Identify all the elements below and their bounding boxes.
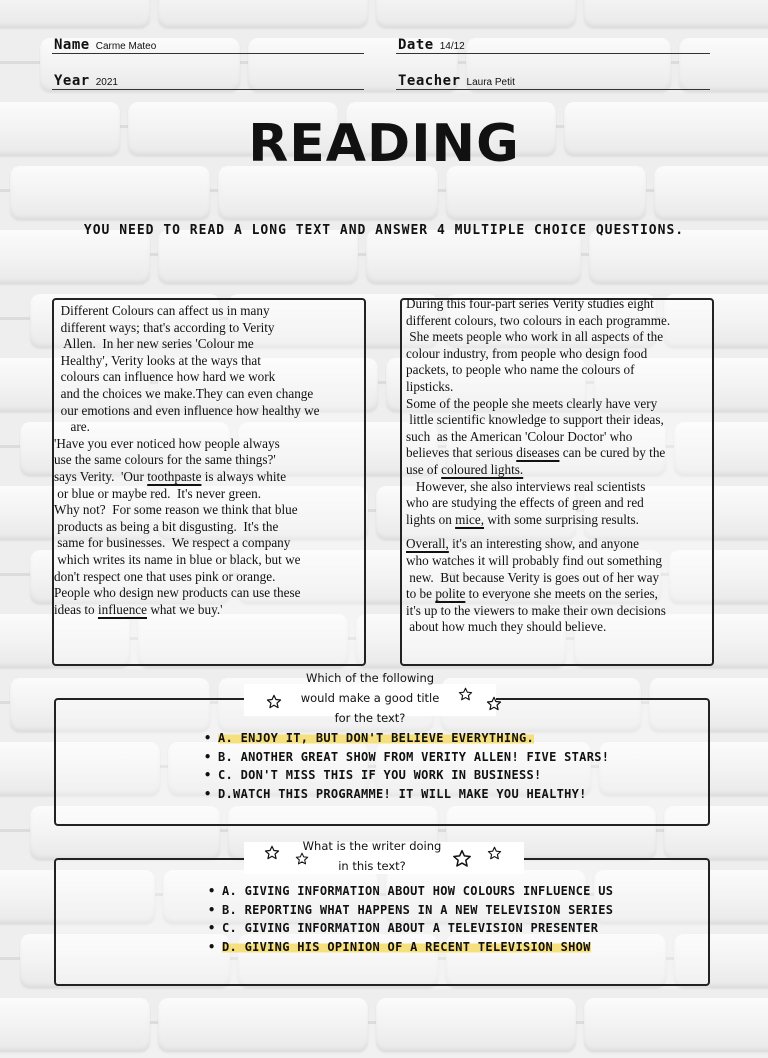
paragraph-gap [406, 528, 710, 536]
passage-line: who are studying the effects of green and red [406, 495, 644, 511]
passage-line [54, 469, 366, 486]
answer-option[interactable] [222, 901, 613, 920]
star-icon [452, 849, 472, 869]
star-icon [487, 846, 502, 861]
passage-text: lights on [406, 511, 456, 527]
passage-line: which writes its name in blue or black, but we [54, 551, 301, 567]
answer-option[interactable] [218, 729, 609, 748]
passage-line: lipsticks. [406, 378, 454, 394]
answer-option-text: B. ANOTHER GREAT SHOW FROM VERITY ALLEN! FIVE STARS! [218, 749, 610, 764]
underlined-word-overall: Overall, [406, 536, 449, 552]
passage-line: She meets people who work in all aspects of the [406, 329, 664, 345]
answer-option[interactable] [222, 938, 613, 957]
passage-line: Allen. In her new series 'Colour me [54, 336, 254, 352]
passage-left [54, 303, 366, 618]
underlined-word-diseases: diseases [516, 445, 560, 461]
answer-option[interactable] [222, 919, 613, 938]
question-1-line: for the text? [334, 711, 406, 725]
star-icon [264, 845, 280, 861]
passage-line: During this four-part series Verity studies eight [406, 296, 654, 311]
answer-option[interactable] [218, 766, 609, 785]
passage-line: about how much they should believe. [406, 619, 607, 635]
question-1-line: would make a good title [300, 691, 440, 705]
question-2-line: What is the writer doing [302, 839, 442, 853]
answer-option-text: A. GIVING INFORMATION ABOUT HOW COLOURS INFLUENCE US [222, 884, 614, 898]
passage-line: little scientific knowledge to support their ideas, [406, 412, 664, 428]
answer-option[interactable] [218, 748, 609, 767]
passage-line [54, 602, 366, 619]
passage-right [406, 296, 710, 636]
passage-line: our emotions and even influence how healthy we [54, 402, 320, 418]
answer-option[interactable] [222, 882, 613, 901]
answer-option-text: C. DON'T MISS THIS IF YOU WORK IN BUSINESS! [218, 768, 542, 782]
answer-option-text: A. ENJOY IT, BUT DON'T BELIEVE EVERYTHING. [218, 731, 535, 745]
star-icon [486, 696, 502, 712]
star-icon [266, 694, 282, 710]
instruction-text: YOU NEED TO READ A LONG TEXT AND ANSWER 4 MULTIPLE CHOICE QUESTIONS. [83, 223, 685, 238]
passage-line [406, 462, 710, 479]
passage-text: to everyone she meets on the series, [465, 586, 658, 602]
date-field[interactable] [398, 34, 465, 53]
passage-line: don't respect one that uses pink or orange. [54, 568, 276, 584]
answer-option-text: D. GIVING HIS OPINION OF A RECENT TELEVISION SHOW [222, 939, 591, 954]
passage-line: same for businesses. We respect a company [54, 535, 291, 551]
star-icon [295, 852, 309, 866]
passage-text: with some surprising results. [484, 511, 639, 527]
passage-line: such as the American 'Colour Doctor' who [406, 428, 633, 444]
answer-option-text: D.WATCH THIS PROGRAMME! IT WILL MAKE YOU HEALTHY! [218, 786, 587, 801]
passage-line: Healthy', Verity looks at the ways that [54, 352, 261, 368]
passage-line: who watches it will probably find out something [406, 552, 663, 568]
date-label: Date [398, 37, 434, 53]
answer-option-text: B. REPORTING WHAT HAPPENS IN A NEW TELEVISION SERIES [222, 902, 614, 917]
passage-line: new. But because Verity is goes out of her way [406, 569, 660, 585]
question-1-line: Which of the following [305, 671, 435, 685]
passage-line: are. [54, 419, 90, 435]
passage-line: colours can influence how hard we work [54, 369, 276, 385]
underlined-word-influence: influence [97, 601, 148, 617]
question-2-options [222, 882, 613, 956]
underlined-word-mice: mice, [455, 511, 485, 527]
passage-text: can be cured by the [559, 445, 666, 461]
passage-line: Some of the people she meets clearly have very [406, 395, 658, 411]
underlined-word-coloured-lights: coloured lights. [441, 461, 524, 477]
passage-text: says Verity. 'Our [54, 468, 148, 484]
name-underline [52, 53, 364, 54]
passage-line: use the same colours for the same things?' [54, 452, 276, 468]
passage-text: is always white [201, 468, 287, 484]
passage-line: products as being a bit disgusting. It's the [54, 518, 279, 534]
passage-text: believes that serious [406, 445, 517, 461]
passage-line: or blue or maybe red. It's never green. [54, 485, 262, 501]
date-underline [396, 53, 710, 54]
name-field[interactable] [54, 34, 156, 53]
passage-text: to be [406, 586, 436, 602]
passage-line [406, 586, 710, 603]
question-1-options [218, 729, 609, 803]
underlined-word-polite: polite [435, 586, 466, 602]
passage-line: different colours, two colours in each programme. [406, 312, 671, 328]
passage-line: different ways; that's according to Verity [54, 319, 275, 335]
passage-line [406, 445, 710, 462]
passage-line: People who design new products can use these [54, 585, 301, 601]
passage-line [406, 512, 710, 529]
question-2-line: in this text? [338, 859, 406, 873]
year-field[interactable] [54, 70, 118, 89]
passage-text: it's an interesting show, and anyone [448, 536, 639, 552]
passage-text: what we buy.' [147, 601, 223, 617]
year-value: 2021 [95, 77, 118, 88]
passage-line: and the choices we make.They can even change [54, 385, 314, 401]
passage-line: However, she also interviews real scientists [406, 478, 646, 494]
passage-line: it's up to the viewers to make their own decisions [406, 602, 666, 618]
year-underline [52, 89, 364, 90]
passage-line: colour industry, from people who design food [406, 345, 648, 361]
passage-line: Why not? For some reason we think that blue [54, 502, 298, 518]
star-icon [458, 687, 473, 702]
teacher-field[interactable] [398, 70, 515, 89]
name-value: Carme Mateo [95, 41, 157, 52]
passage-text: use of [406, 461, 442, 477]
page-title: READING [248, 114, 520, 174]
teacher-label: Teacher [398, 73, 461, 89]
passage-line: Different Colours can affect us in many [54, 303, 270, 318]
passage-line [406, 536, 710, 553]
answer-option[interactable] [218, 785, 609, 804]
passage-text: ideas to [54, 601, 98, 617]
date-value: 14/12 [439, 41, 465, 52]
teacher-value: Laura Petit [466, 77, 515, 88]
answer-option-text: C. GIVING INFORMATION ABOUT A TELEVISION PRESENTER [222, 921, 599, 935]
underlined-word-toothpaste: toothpaste [147, 468, 202, 484]
name-label: Name [54, 37, 90, 53]
teacher-underline [396, 89, 710, 90]
year-label: Year [54, 73, 90, 89]
passage-line: packets, to people who name the colours of [406, 362, 635, 378]
passage-line: 'Have you ever noticed how people always [54, 435, 280, 451]
